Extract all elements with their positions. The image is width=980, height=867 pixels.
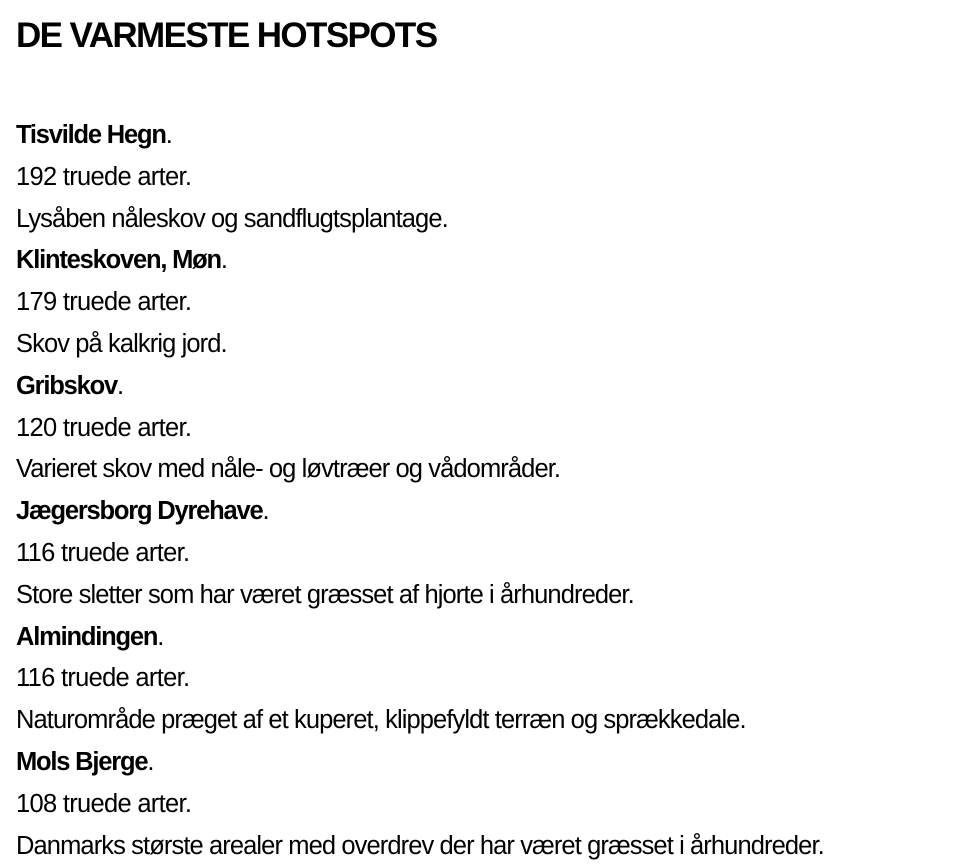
hotspot-name: Klinteskoven, Møn — [16, 246, 221, 275]
hotspot-name: Tisvilde Hegn — [16, 121, 166, 149]
page-title: DE VARMESTE HOTSPOTS — [16, 16, 437, 55]
hotspot-entry: Tisvilde Hegn. 192 truede arter. Lysåben nåleskov og sandflugtsplantage. — [16, 115, 976, 240]
hotspot-name: Gribskov — [16, 371, 117, 400]
hotspot-entry: Klinteskoven, Møn. 179 truede arter. Skov på kalkrig jord. — [16, 240, 976, 365]
hotspot-description: Danmarks største arealer med overdrev der har været græsset i århundreder. — [16, 831, 824, 860]
document-page — [16, 14, 976, 867]
hotspot-name: Jægersborg Dyrehave — [16, 497, 263, 526]
hotspot-name: Almindingen — [16, 622, 158, 651]
hotspot-entry: Mols Bjerge. 108 truede arter. Danmarks største arealer med overdrev der har været græsset i århundreder. — [16, 742, 976, 867]
hotspot-count: 120 truede arter. — [16, 413, 192, 442]
hotspot-description: Lysåben nåleskov og sandflugtsplantage. — [16, 204, 448, 233]
hotspot-count: 116 truede arter. — [16, 538, 190, 567]
hotspot-entry: Jægersborg Dyrehave. 116 truede arter. Store sletter som har været græsset af hjorte i århundreder. — [16, 491, 976, 616]
hotspot-count: 116 truede arter. — [16, 664, 190, 693]
hotspot-count: 192 truede arter. — [16, 162, 192, 191]
hotspot-list — [16, 115, 976, 867]
hotspot-entry: Gribskov. 120 truede arter. Varieret skov med nåle- og løvtræer og vådområder. — [16, 366, 976, 491]
hotspot-description: Skov på kalkrig jord. — [16, 329, 227, 358]
hotspot-description: Varieret skov med nåle- og løvtræer og vådområder. — [16, 455, 561, 484]
hotspot-entry: Almindingen. 116 truede arter. Naturområde præget af et kuperet, klippefyldt terræn og sprækkedale. — [16, 617, 976, 742]
hotspot-description: Store sletter som har været græsset af hjorte i århundreder. — [16, 580, 634, 609]
hotspot-name: Mols Bjerge — [16, 747, 148, 776]
hotspot-count: 108 truede arter. — [16, 789, 192, 818]
hotspot-count: 179 truede arter. — [16, 288, 192, 317]
hotspot-description: Naturområde præget af et kuperet, klippefyldt terræn og sprækkedale. — [16, 706, 746, 735]
